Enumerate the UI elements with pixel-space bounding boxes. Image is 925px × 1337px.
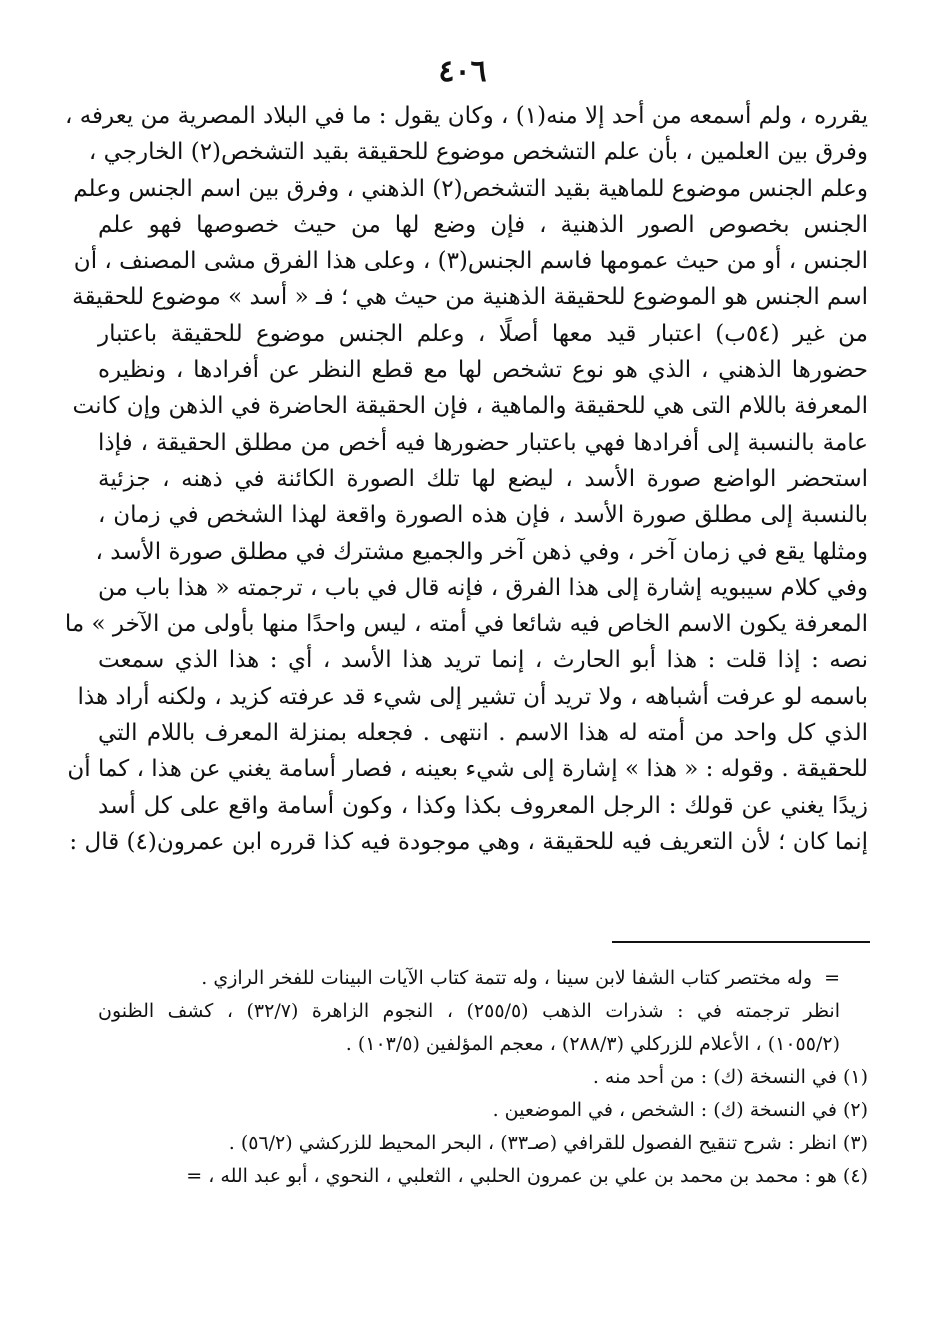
footnotes [98, 962, 868, 1193]
footnote-1: (١) في النسخة (ك) : من أحد منه . [592, 1066, 868, 1088]
text-line: باسمه لو عرفت أشباهه ، ولا تريد أن تشير إلى شيء قد عرفته كزيد ، ولكنه أراد هذا [77, 683, 868, 710]
text-line: وعلم الجنس موضوع للماهية بقيد التشخص(٢) الذهني ، وفرق بين اسم الجنس وعلم [73, 175, 868, 202]
text-line: يقرره ، ولم أسمعه من أحد إلا منه(١) ، وكان يقول : ما في البلاد المصرية من يعرفه ، [64, 103, 868, 129]
text-line: زيدًا يغني عن قولك : الرجل المعروف بكذا وكذا ، وكون أسامة واقع على كل أسد [98, 792, 868, 819]
footnote-divider [612, 941, 870, 943]
text-line: للحقيقة . وقوله : « هذا » إشارة إلى شيء بعينه ، فصار أسامة يغني عن هذا ، كما أن [67, 756, 868, 783]
text-line: المعرفة باللام التى هي للحقيقة والماهية ، فإن الحقيقة الحاضرة في الذهن وإن كانت [72, 393, 868, 420]
text-line: وفي كلام سيبويه إشارة إلى هذا الفرق ، فإنه قال في باب ، ترجمته « هذا باب من [98, 574, 868, 601]
footnote-continued-line [98, 962, 868, 995]
text-line: بالنسبة إلى مطلق صورة الأسد ، فإن هذه الصورة واقعة لهذا الشخص في زمان ، [98, 502, 868, 529]
text-line: من غير (٥٤ب) اعتبار قيد معها أصلًا ، وعلم الجنس موضوع للحقيقة باعتبار [98, 320, 868, 347]
continuation-mark: = [824, 967, 840, 989]
text-line: نصه : إذا قلت : هذا أبو الحارث ، إنما تريد هذا الأسد ، أي : هذا الذي سمعت [98, 647, 868, 674]
footnote-2: (٢) في النسخة (ك) : الشخص ، في الموضعين . [492, 1099, 868, 1121]
text-line: المعرفة يكون الاسم الخاص فيه شائعا في أمته ، ليس واحدًا منها بأولى من الآخر » ما [64, 611, 868, 638]
text-line: حضورها الذهني ، الذي هو نوع تشخص لها مع قطع النظر عن أفرادها ، ونظيره [98, 357, 868, 384]
footnote-continued-line: (١٠٥٥/٢) ، الأعلام للزركلي (٢٨٨/٣) ، معجم المؤلفين (١٠٣/٥) . [345, 1033, 840, 1055]
page-number: ٤٠٦ [438, 54, 487, 89]
text-line: الجنس بخصوص الصور الذهنية ، فإن وضع لها من حيث خصوصها فهو علم [98, 211, 868, 238]
text-line: استحضر الواضع صورة الأسد ، ليضع لها تلك الصورة الكائنة في ذهنه ، جزئية [98, 465, 868, 492]
text-line: وفرق بين العلمين ، بأن علم التشخص موضوع للحقيقة بقيد التشخص(٢) الخارجي ، [88, 139, 868, 166]
footnote-4: (٤) هو : محمد بن محمد بن علي بن عمرون الحلبي ، الثعلبي ، النحوي ، أبو عبد الله ، = [186, 1165, 868, 1187]
footnote-3: (٣) انظر : شرح تنقيح الفصول للقرافي (صـ٣٣) ، البحر المحيط للزركشي (٥٦/٢) . [228, 1132, 868, 1154]
footnote-continued-text: وله مختصر كتاب الشفا لابن سينا ، وله تتمة كتاب الآيات البينات للفخر الرازي . [201, 967, 813, 989]
text-line: ومثلها يقع في زمان آخر ، وفي ذهن آخر والجميع مشترك في مطلق صورة الأسد ، [95, 538, 868, 565]
text-line: الذي كل واحد من أمته له هذا الاسم . انتهى . فجعله بمنزلة المعرف باللام التي [98, 720, 868, 747]
footnote-continued-line: انظر ترجمته في : شذرات الذهب (٢٥٥/٥) ، النجوم الزاهرة (٣٢/٧) ، كشف الظنون [98, 1000, 840, 1022]
text-line: اسم الجنس هو الموضوع للحقيقة الذهنية من حيث هي ؛ فـ « أسد » موضوع للحقيقة [72, 284, 868, 311]
text-line: الجنس ، أو من حيث عمومها فاسم الجنس(٣) ، وعلى هذا الفرق مشى المصنف ، أن [73, 248, 868, 275]
main-text [64, 98, 868, 860]
text-line: عامة بالنسبة إلى أفرادها فهي باعتبار حضورها فيه أخص من مطلق الحقيقة ، فإذا [98, 429, 868, 456]
text-line: إنما كان ؛ لأن التعريف فيه للحقيقة ، وهي موجودة فيه كذا قرره ابن عمرون(٤) قال : [69, 828, 868, 855]
